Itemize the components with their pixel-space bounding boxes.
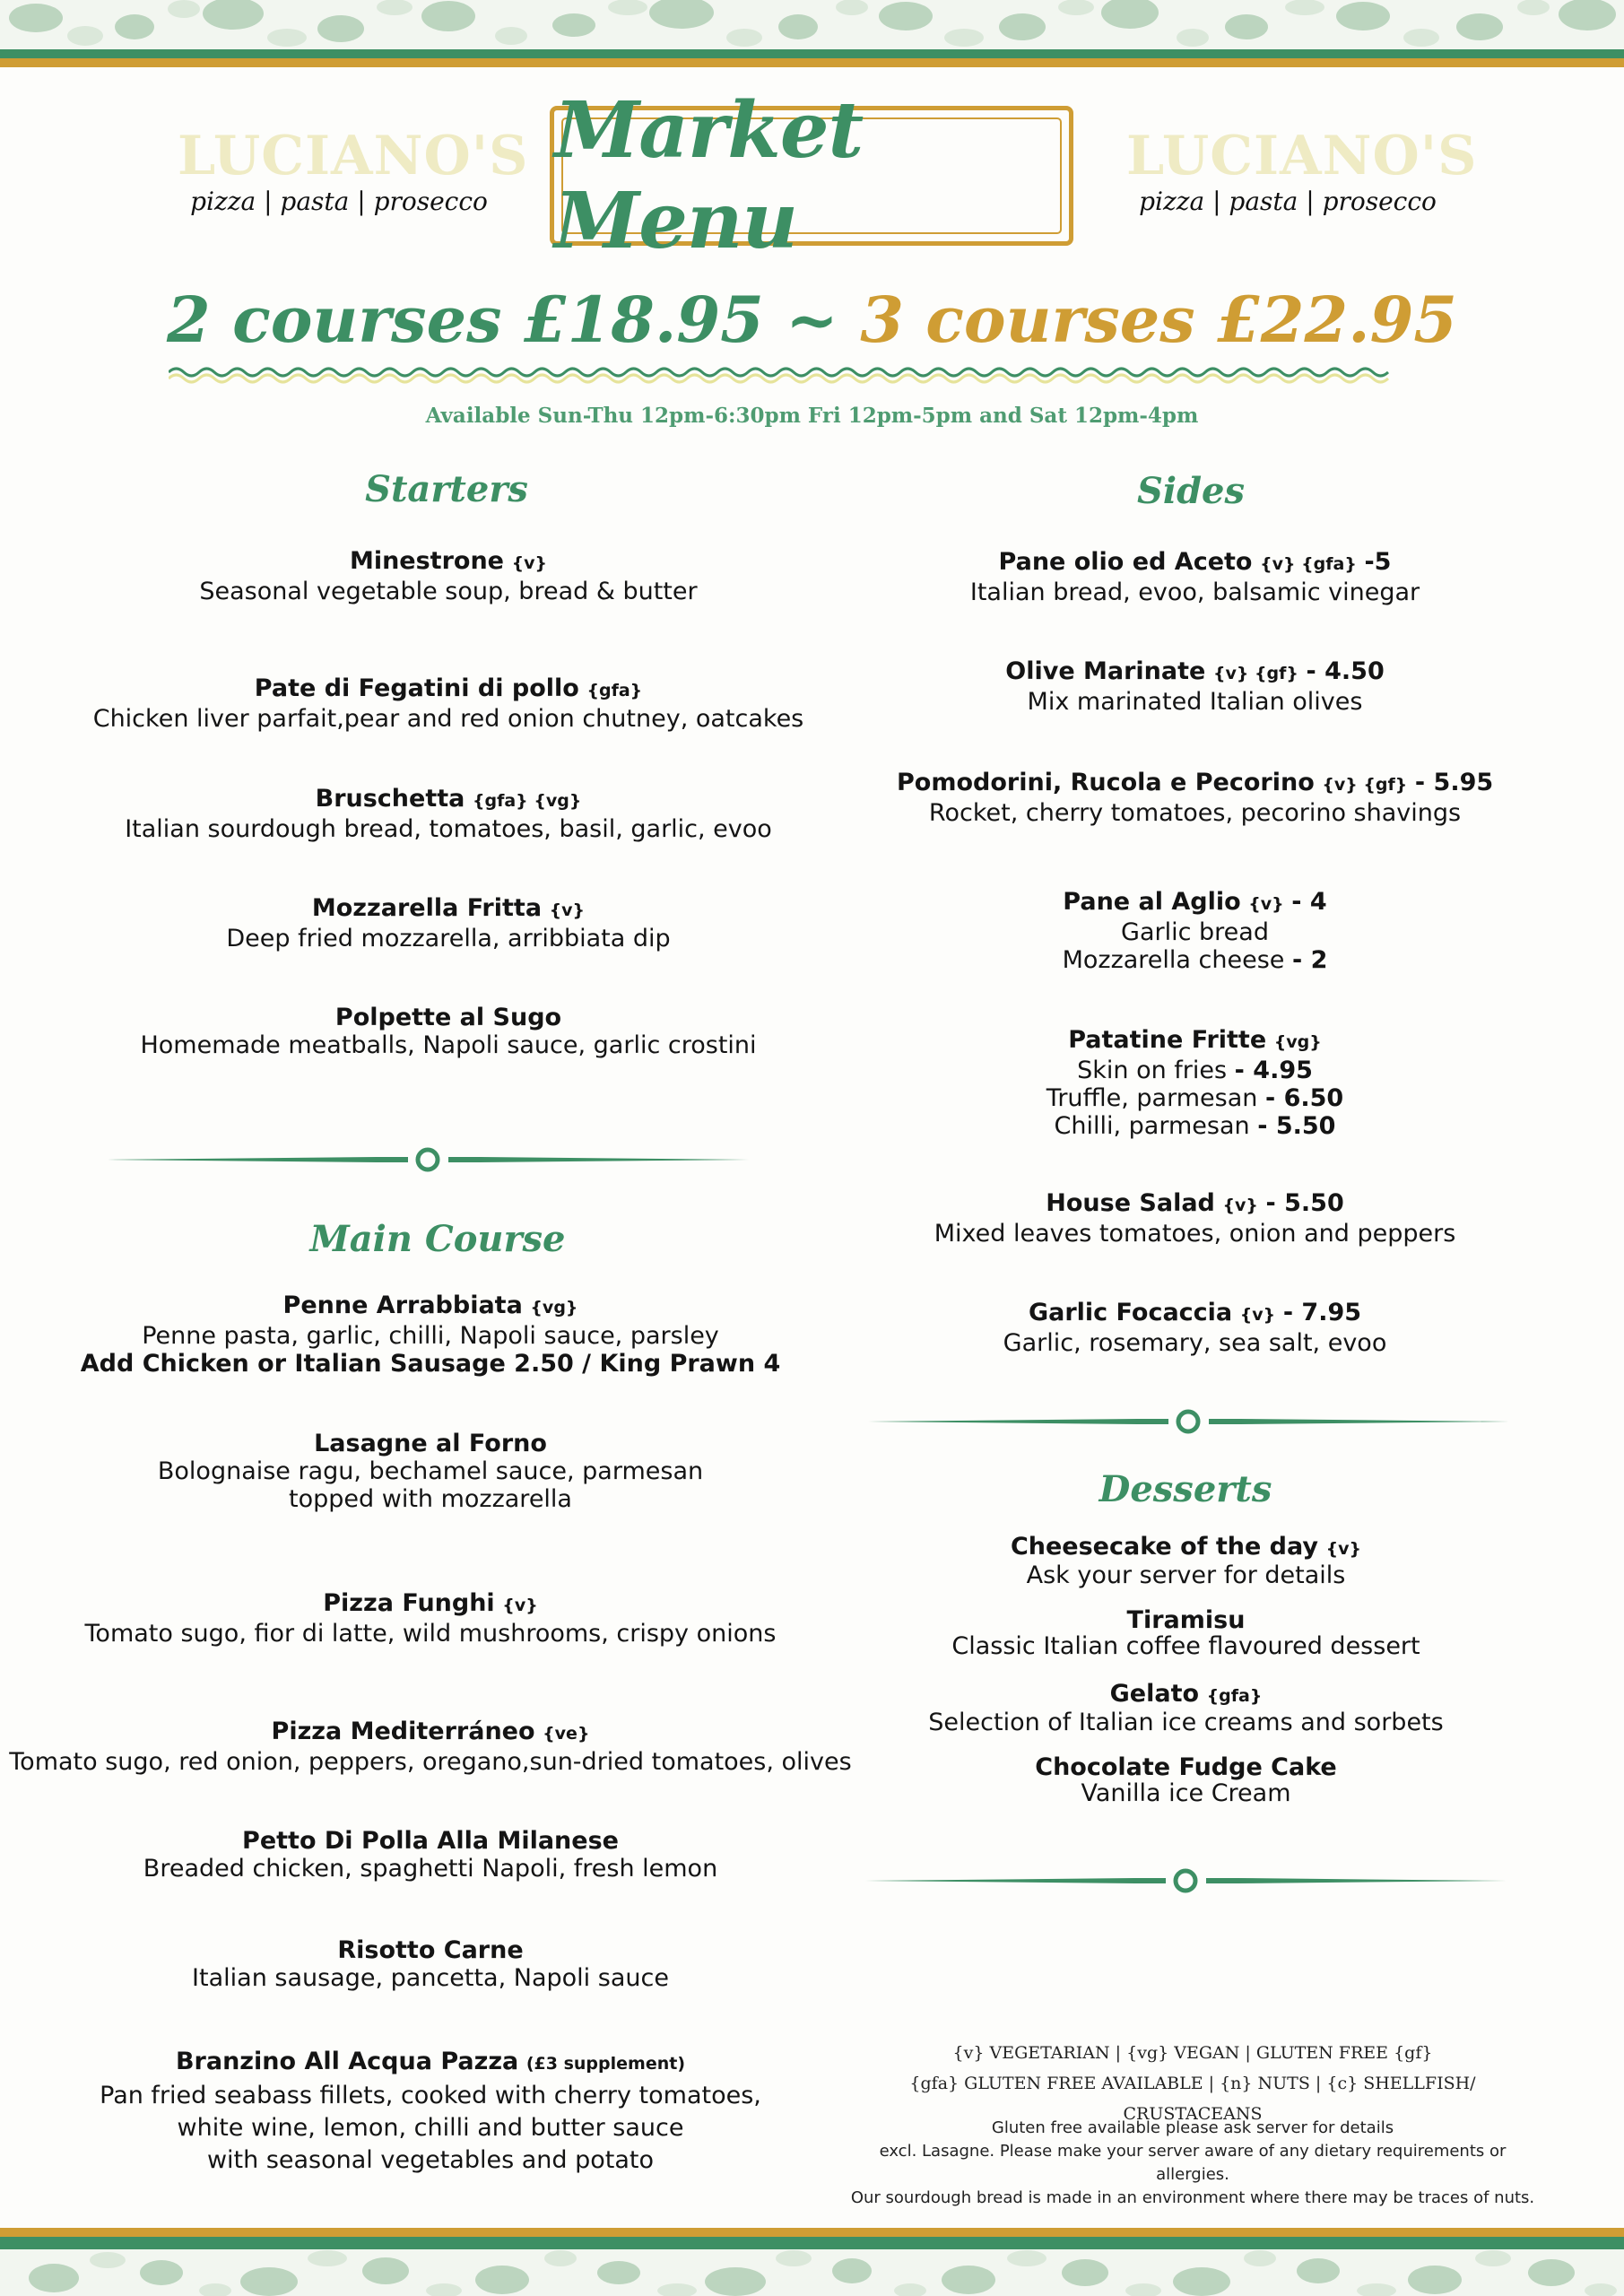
item-description: Italian sausage, pancetta, Napoli sauce [192, 1964, 669, 1992]
addon-label: Mozzarella cheese [1062, 946, 1285, 974]
item-name: Penne Arrabbiata [282, 1292, 523, 1319]
section-divider [865, 1867, 1507, 1894]
diet-tags: {vg} [530, 1298, 578, 1318]
dietary-legend [843, 2038, 1542, 2129]
diet-tags: {v} [1239, 1305, 1276, 1325]
item-description-line2: white wine, lemon, chilli and butter sauce [177, 2114, 684, 2142]
option-label: Skin on fries [1077, 1057, 1228, 1084]
bottom-gold-stripe [0, 2228, 1624, 2237]
item-description: Mix marinated Italian olives [1027, 688, 1363, 716]
menu-item [0, 1936, 861, 1992]
option-label: Chilli, parmesan [1054, 1112, 1250, 1140]
menu-item [0, 1827, 861, 1883]
item-name: House Salad [1046, 1189, 1215, 1217]
diet-tags: {v} {gf} [1322, 775, 1408, 795]
diet-tags: {gfa} [1206, 1686, 1263, 1706]
menu-item [0, 1430, 861, 1513]
item-description: Italian sourdough bread, tomatoes, basil, garlic, evoo [125, 815, 772, 843]
item-description: Pan fried seabass fillets, cooked with cherry tomatoes, [100, 2082, 761, 2109]
allergen-notes [843, 2117, 1542, 2210]
item-price: - 4 [1291, 888, 1327, 916]
item-price: -5 [1364, 548, 1392, 576]
item-description: Garlic, rosemary, sea salt, evoo [1003, 1329, 1387, 1357]
item-description: Breaded chicken, spaghetti Napoli, fresh lemon [143, 1855, 718, 1883]
item-price: - 7.95 [1282, 1299, 1362, 1326]
diet-tags: {vg} [1273, 1032, 1322, 1052]
brand-tagline: pizza | pasta | prosecco [1139, 187, 1437, 216]
bottom-terrazzo-pattern [0, 2249, 1624, 2296]
two-course-price: 2 courses £18.95 [167, 283, 764, 357]
menu-item [0, 1292, 861, 1378]
item-description: Penne pasta, garlic, chilli, Napoli sauce, parsley [142, 1322, 719, 1350]
note-line: Gluten free available please ask server for details [991, 2118, 1394, 2137]
item-description: Italian bread, evoo, balsamic vinegar [969, 578, 1420, 606]
starters-heading: Starters [365, 468, 528, 510]
item-description: Rocket, cherry tomatoes, pecorino shavings [928, 799, 1462, 827]
item-name: Mozzarella Fritta [311, 894, 543, 922]
sides-heading: Sides [1136, 470, 1246, 512]
diet-tags: {ve} [543, 1724, 590, 1744]
main-course-heading: Main Course [309, 1218, 566, 1260]
item-description: Deep fried mozzarella, arribbiata dip [226, 925, 671, 952]
item-price: - 4.50 [1306, 657, 1385, 685]
brand-name: LUCIANO'S [178, 125, 529, 187]
item-description-line2: topped with mozzarella [289, 1485, 572, 1513]
three-course-price: 3 courses £22.95 [860, 283, 1457, 357]
menu-item [0, 1589, 861, 1648]
item-description: Selection of Italian ice creams and sorbets [928, 1709, 1444, 1736]
item-description: Vanilla ice Cream [1081, 1779, 1291, 1807]
item-name: Gelato [1109, 1680, 1200, 1708]
option-label: Truffle, parmesan [1046, 1084, 1258, 1112]
diet-tags: {v} [1325, 1539, 1362, 1559]
diet-tags: {gfa} [586, 681, 643, 700]
option-price: - 4.95 [1234, 1057, 1313, 1084]
supplement-note: (£3 supplement) [525, 2054, 686, 2074]
item-description: Mixed leaves tomatoes, onion and peppers [934, 1220, 1456, 1248]
item-description: Ask your server for details [1026, 1561, 1346, 1589]
brand-name: LUCIANO'S [1126, 125, 1478, 187]
item-name: Olive Marinate [1005, 657, 1206, 685]
diet-tags: {v} {gfa} [1260, 554, 1357, 574]
item-description: Bolognaise ragu, bechamel sauce, parmesan [157, 1457, 704, 1485]
item-name: Chocolate Fudge Cake [1035, 1753, 1337, 1781]
desserts-heading: Desserts [1099, 1468, 1272, 1510]
item-name: Lasagne al Forno [314, 1430, 547, 1457]
item-name: Bruschetta [315, 785, 465, 813]
item-name: Petto Di Polla Alla Milanese [242, 1827, 619, 1855]
availability-text: Available Sun-Thu 12pm-6:30pm Fri 12pm-5pm and Sat 12pm-4pm [425, 404, 1199, 428]
item-name: Risotto Carne [337, 1936, 524, 1964]
item-price: - 5.50 [1265, 1189, 1344, 1217]
diet-tags: {v} [1222, 1196, 1258, 1215]
diet-tags: {v} [549, 900, 586, 920]
item-name: Cheesecake of the day [1010, 1533, 1319, 1561]
item-name: Garlic Focaccia [1028, 1299, 1233, 1326]
desserts-column [888, 0, 1484, 2296]
terrazzo-pattern-graphic [0, 2249, 1624, 2296]
brand-tagline: pizza | pasta | prosecco [190, 187, 488, 216]
item-description: Tomato sugo, red onion, peppers, oregano,sun-dried tomatoes, olives [9, 1748, 852, 1776]
menu-item [0, 1718, 861, 1776]
option-price: - 5.50 [1257, 1112, 1336, 1140]
item-price: - 5.95 [1414, 769, 1494, 796]
item-description: Homemade meatballs, Napoli sauce, garlic crostini [140, 1031, 757, 1059]
menu-title: Market Menu [554, 85, 864, 266]
bottom-green-stripe [0, 2237, 1624, 2249]
note-line: excl. Lasagne. Please make your server aware of any dietary requirements or allergies. [879, 2142, 1507, 2184]
item-description-line3: with seasonal vegetables and potato [206, 2146, 655, 2174]
item-name: Minestrone [349, 547, 504, 575]
item-name: Pizza Mediterráneo [271, 1718, 535, 1745]
note-line: Our sourdough bread is made in an environment where there may be traces of nuts. [850, 2188, 1535, 2207]
item-description: Classic Italian coffee flavoured dessert [951, 1632, 1420, 1660]
menu-item [888, 1607, 1484, 1659]
item-description: Chicken liver parfait,pear and red onion chutney, oatcakes [92, 705, 804, 733]
legend-line-2: {gfa} GLUTEN FREE AVAILABLE | {n} NUTS | {c} SHELLFISH/ CRUSTACEANS [909, 2074, 1476, 2124]
diet-tags: {gfa} {vg} [472, 791, 582, 811]
diet-tags: {v} [511, 553, 548, 573]
item-name: Branzino All Acqua Pazza [175, 2048, 519, 2075]
menu-item [0, 2046, 861, 2177]
item-name: Pate di Fegatini di pollo [254, 674, 579, 702]
menu-item [888, 1681, 1484, 1735]
item-name: Pane olio ed Aceto [998, 548, 1253, 576]
diet-tags: {v} [1248, 894, 1284, 914]
item-description: Tomato sugo, fior di latte, wild mushrooms, crispy onions [84, 1620, 777, 1648]
option-price: - 6.50 [1264, 1084, 1344, 1112]
item-description: Garlic bread [1121, 918, 1269, 946]
menu-item [888, 1534, 1484, 1588]
price-separator: ~ [786, 283, 838, 357]
legend-line-1: {v} VEGETARIAN | {vg} VEGAN | GLUTEN FREE {gf} [952, 2043, 1433, 2063]
item-addon: Add Chicken or Italian Sausage 2.50 / King Prawn 4 [80, 1350, 781, 1378]
item-description: Seasonal vegetable soup, bread & butter [199, 578, 698, 605]
item-name: Tiramisu [1126, 1606, 1246, 1634]
item-name: Pomodorini, Rucola e Pecorino [897, 769, 1315, 796]
item-name: Pane al Aglio [1063, 888, 1241, 916]
item-name: Pizza Funghi [323, 1589, 495, 1617]
menu-item [888, 1754, 1484, 1806]
item-name: Polpette al Sugo [334, 1004, 562, 1031]
addon-price: - 2 [1292, 946, 1328, 974]
diet-tags: {v} [502, 1596, 538, 1615]
diet-tags: {v} {gf} [1212, 664, 1298, 683]
item-name: Patatine Fritte [1068, 1026, 1267, 1054]
